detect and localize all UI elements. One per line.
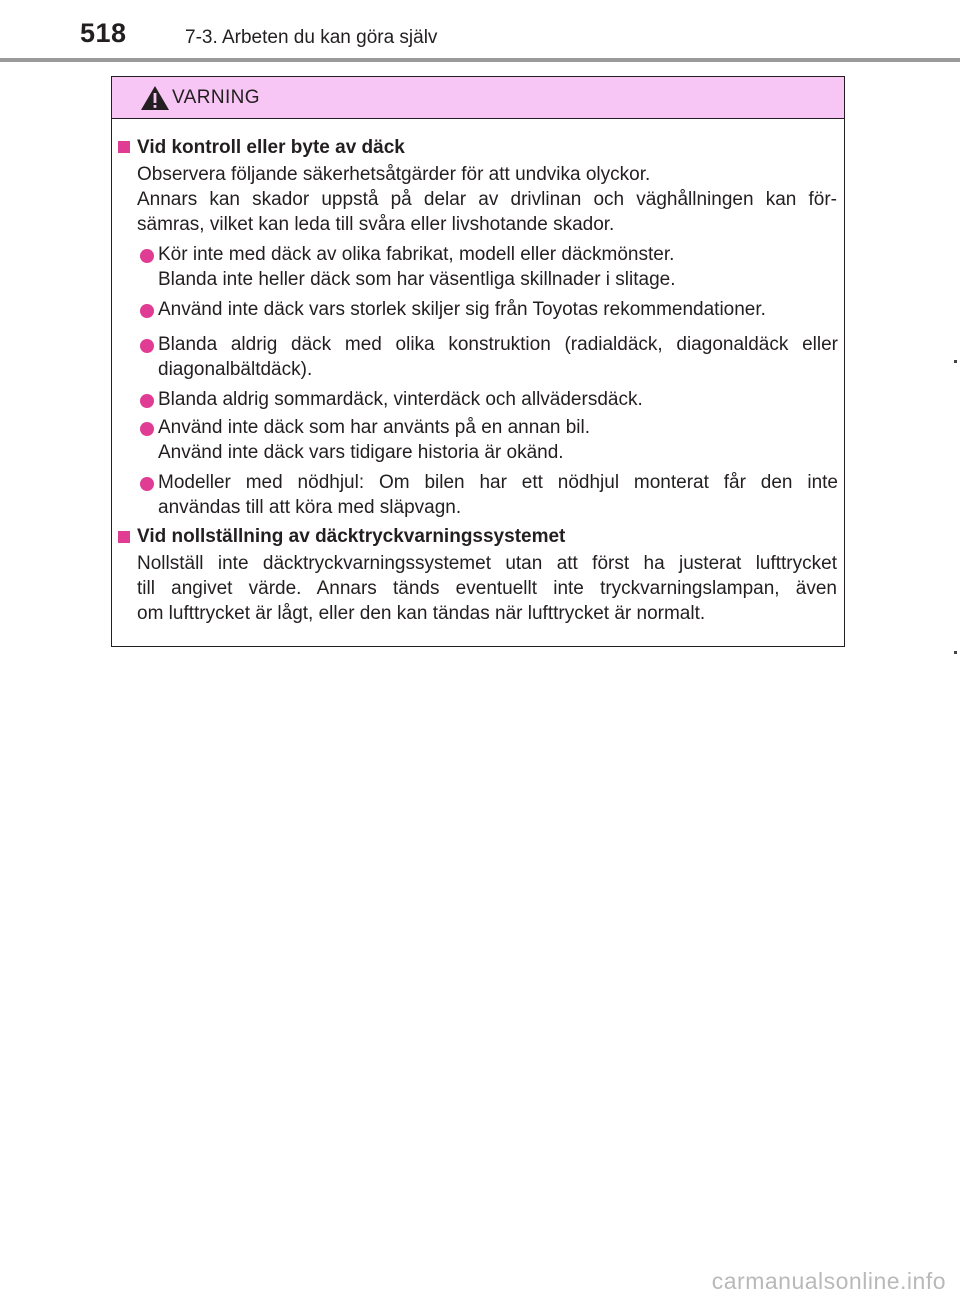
warning-triangle-icon xyxy=(140,85,170,111)
bullet-line: Modeller med nödhjul: Om bilen har ett nödhjul monterat får den inte xyxy=(158,472,838,493)
bullet-dot-icon xyxy=(140,394,154,408)
section-title: Vid nollställning av däcktryckvarningssystemet xyxy=(137,526,566,547)
paragraph-line: Nollställ inte däcktryckvarningssystemet utan att först ha justerat lufttrycket xyxy=(137,553,837,574)
bullet-line: Blanda aldrig sommardäck, vinterdäck och allvädersdäck. xyxy=(158,389,643,410)
bullet-item xyxy=(158,297,838,322)
bullet-line: Använd inte däck vars tidigare historia är okänd. xyxy=(158,442,564,463)
warning-title: VARNING xyxy=(172,87,260,108)
margin-mark xyxy=(954,360,957,363)
bullet-dot-icon xyxy=(140,304,154,318)
bullet-line: Blanda inte heller däck som har väsentliga skillnader i slitage. xyxy=(158,269,676,290)
section-square-icon xyxy=(118,141,130,153)
paragraph-line: till angivet värde. Annars tänds eventuellt inte tryckvarningslampan, även xyxy=(137,578,837,599)
warning-box xyxy=(111,76,845,647)
section-paragraph xyxy=(137,162,837,237)
bullet-dot-icon xyxy=(140,477,154,491)
bullet-item xyxy=(158,242,838,292)
paragraph-line: om lufttrycket är lågt, eller den kan tändas när lufttrycket är normalt. xyxy=(137,603,706,624)
paragraph-line: sämras, vilket kan leda till svåra eller livshotande skador. xyxy=(137,214,615,235)
bullet-line: diagonalbältdäck). xyxy=(158,359,313,380)
bullet-dot-icon xyxy=(140,249,154,263)
margin-mark xyxy=(954,651,957,654)
chapter-title: 7-3. Arbeten du kan göra själv xyxy=(185,27,438,48)
section-square-icon xyxy=(118,531,130,543)
warning-header xyxy=(112,77,844,119)
bullet-dot-icon xyxy=(140,339,154,353)
bullet-line: Använd inte däck vars storlek skiljer sig från Toyotas rekommendationer. xyxy=(158,299,766,320)
paragraph-line: Observera följande säkerhetsåtgärder för att undvika olyckor. xyxy=(137,164,651,185)
section-title: Vid kontroll eller byte av däck xyxy=(137,137,405,158)
bullet-item xyxy=(158,332,838,382)
page-header xyxy=(0,0,960,62)
bullet-line: Blanda aldrig däck med olika konstruktion (radialdäck, diagonaldäck eller xyxy=(158,334,838,355)
watermark: carmanualsonline.info xyxy=(711,1268,946,1294)
bullet-line: användas till att köra med släpvagn. xyxy=(158,497,462,518)
section-paragraph xyxy=(137,551,837,626)
page-number: 518 xyxy=(80,18,127,48)
bullet-dot-icon xyxy=(140,422,154,436)
bullet-line: Använd inte däck som har använts på en annan bil. xyxy=(158,417,591,438)
bullet-line: Kör inte med däck av olika fabrikat, modell eller däckmönster. xyxy=(158,244,675,265)
bullet-item xyxy=(158,415,838,465)
bullet-item xyxy=(158,470,838,520)
paragraph-line: Annars kan skador uppstå på delar av drivlinan och väghållningen kan för- xyxy=(137,189,837,210)
bullet-item xyxy=(158,387,838,412)
header-rule xyxy=(0,58,960,62)
